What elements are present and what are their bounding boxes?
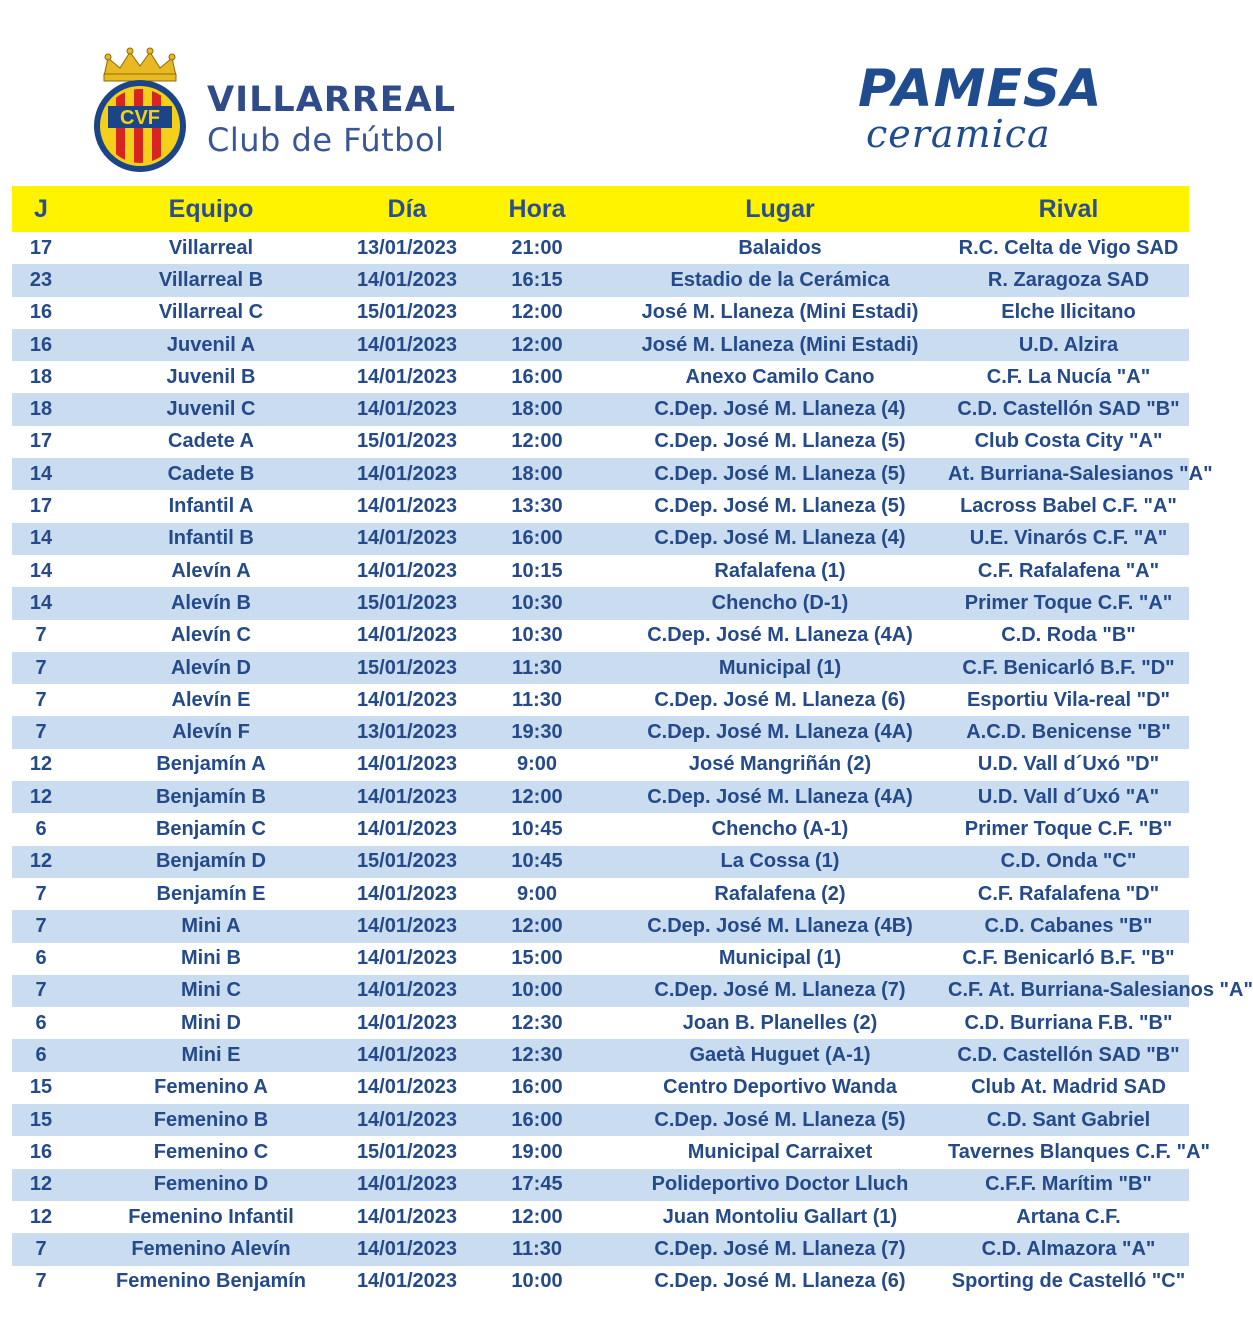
date-cell: 14/01/2023	[352, 1169, 462, 1201]
table-row	[12, 846, 1189, 878]
crest-text: CVF	[120, 107, 160, 129]
jornada-cell: 6	[12, 943, 70, 975]
time-cell: 16:00	[462, 523, 612, 555]
jornada-cell: 7	[12, 910, 70, 942]
venue-cell: Rafalafena (1)	[612, 555, 948, 587]
date-cell: 14/01/2023	[352, 684, 462, 716]
rival-cell: R. Zaragoza SAD	[948, 264, 1189, 296]
venue-cell: C.Dep. José M. Llaneza (4)	[612, 393, 948, 425]
match-schedule-table	[12, 186, 1253, 1298]
date-cell: 15/01/2023	[352, 297, 462, 329]
jornada-cell: 12	[12, 846, 70, 878]
rival-cell: A.C.D. Benicense "B"	[948, 716, 1189, 748]
table-row	[12, 458, 1189, 490]
table-row	[12, 878, 1189, 910]
date-cell: 14/01/2023	[352, 393, 462, 425]
jornada-cell: 7	[12, 620, 70, 652]
club-subtitle: Club de Fútbol	[207, 121, 445, 159]
team-cell: Cadete A	[70, 426, 352, 458]
header-cell: Lugar	[612, 186, 948, 232]
jornada-cell: 6	[12, 1039, 70, 1071]
table-row	[12, 620, 1189, 652]
time-cell: 10:30	[462, 620, 612, 652]
team-cell: Alevín F	[70, 716, 352, 748]
jornada-cell: 6	[12, 1007, 70, 1039]
table-row	[12, 975, 1189, 1007]
date-cell: 14/01/2023	[352, 1007, 462, 1039]
time-cell: 18:00	[462, 458, 612, 490]
date-cell: 14/01/2023	[352, 264, 462, 296]
venue-cell: Chencho (A-1)	[612, 813, 948, 845]
jornada-cell: 14	[12, 458, 70, 490]
table-row	[12, 1136, 1189, 1168]
team-cell: Femenino C	[70, 1136, 352, 1168]
time-cell: 18:00	[462, 393, 612, 425]
date-cell: 15/01/2023	[352, 587, 462, 619]
table-row	[12, 1104, 1189, 1136]
jornada-cell: 16	[12, 329, 70, 361]
team-cell: Mini E	[70, 1039, 352, 1071]
jornada-cell: 14	[12, 555, 70, 587]
venue-cell: C.Dep. José M. Llaneza (4B)	[612, 910, 948, 942]
rival-cell: Elche Ilicitano	[948, 297, 1189, 329]
time-cell: 12:30	[462, 1007, 612, 1039]
time-cell: 10:00	[462, 975, 612, 1007]
team-cell: Mini D	[70, 1007, 352, 1039]
venue-cell: C.Dep. José M. Llaneza (6)	[612, 1266, 948, 1298]
table-row	[12, 426, 1189, 458]
venue-cell: Municipal (1)	[612, 943, 948, 975]
venue-cell: C.Dep. José M. Llaneza (7)	[612, 975, 948, 1007]
time-cell: 19:30	[462, 716, 612, 748]
jornada-cell: 14	[12, 587, 70, 619]
jornada-cell: 17	[12, 490, 70, 522]
header-cell: Rival	[948, 186, 1189, 232]
date-cell: 14/01/2023	[352, 620, 462, 652]
team-cell: Villarreal	[70, 232, 352, 264]
table-row	[12, 1039, 1189, 1071]
rival-cell: C.D. Burriana F.B. "B"	[948, 1007, 1189, 1039]
rival-cell: Primer Toque C.F. "B"	[948, 813, 1189, 845]
date-cell: 14/01/2023	[352, 555, 462, 587]
rival-cell: Primer Toque C.F. "A"	[948, 587, 1189, 619]
team-cell: Femenino A	[70, 1072, 352, 1104]
team-cell: Femenino Benjamín	[70, 1266, 352, 1298]
time-cell: 10:15	[462, 555, 612, 587]
team-cell: Alevín D	[70, 652, 352, 684]
jornada-cell: 16	[12, 297, 70, 329]
time-cell: 21:00	[462, 232, 612, 264]
time-cell: 12:30	[462, 1039, 612, 1071]
table-row	[12, 652, 1189, 684]
date-cell: 14/01/2023	[352, 781, 462, 813]
date-cell: 15/01/2023	[352, 1136, 462, 1168]
time-cell: 15:00	[462, 943, 612, 975]
table-row	[12, 264, 1189, 296]
table-row	[12, 329, 1189, 361]
rival-cell: R.C. Celta de Vigo SAD	[948, 232, 1189, 264]
time-cell: 12:00	[462, 426, 612, 458]
venue-cell: C.Dep. José M. Llaneza (4A)	[612, 716, 948, 748]
jornada-cell: 18	[12, 393, 70, 425]
sponsor-logo-name: PAMESA	[858, 59, 1103, 119]
rival-cell: U.D. Alzira	[948, 329, 1189, 361]
jornada-cell: 18	[12, 361, 70, 393]
date-cell: 14/01/2023	[352, 1104, 462, 1136]
table-row	[12, 910, 1189, 942]
header-cell: Día	[352, 186, 462, 232]
venue-cell: C.Dep. José M. Llaneza (5)	[612, 1104, 948, 1136]
venue-cell: La Cossa (1)	[612, 846, 948, 878]
team-cell: Juvenil A	[70, 329, 352, 361]
venue-cell: C.Dep. José M. Llaneza (7)	[612, 1233, 948, 1265]
time-cell: 12:00	[462, 329, 612, 361]
venue-cell: Anexo Camilo Cano	[612, 361, 948, 393]
date-cell: 14/01/2023	[352, 1039, 462, 1071]
venue-cell: José M. Llaneza (Mini Estadi)	[612, 297, 948, 329]
table-row	[12, 1233, 1189, 1265]
date-cell: 14/01/2023	[352, 749, 462, 781]
date-cell: 15/01/2023	[352, 652, 462, 684]
rival-cell: C.F. Benicarló B.F. "B"	[948, 943, 1189, 975]
venue-cell: Polideportivo Doctor Lluch	[612, 1169, 948, 1201]
jornada-cell: 7	[12, 975, 70, 1007]
team-cell: Cadete B	[70, 458, 352, 490]
jornada-cell: 23	[12, 264, 70, 296]
venue-cell: C.Dep. José M. Llaneza (5)	[612, 426, 948, 458]
jornada-cell: 17	[12, 232, 70, 264]
time-cell: 11:30	[462, 1233, 612, 1265]
jornada-cell: 17	[12, 426, 70, 458]
jornada-cell: 12	[12, 1169, 70, 1201]
date-cell: 14/01/2023	[352, 813, 462, 845]
date-cell: 14/01/2023	[352, 1233, 462, 1265]
date-cell: 15/01/2023	[352, 846, 462, 878]
table-row	[12, 813, 1189, 845]
jornada-cell: 12	[12, 749, 70, 781]
table-header-row	[12, 186, 1189, 232]
date-cell: 14/01/2023	[352, 1201, 462, 1233]
time-cell: 12:00	[462, 781, 612, 813]
time-cell: 17:45	[462, 1169, 612, 1201]
table-row	[12, 1169, 1189, 1201]
jornada-cell: 15	[12, 1104, 70, 1136]
time-cell: 11:30	[462, 652, 612, 684]
table-row	[12, 1201, 1189, 1233]
rival-cell: Lacross Babel C.F. "A"	[948, 490, 1189, 522]
jornada-cell: 14	[12, 523, 70, 555]
jornada-cell: 16	[12, 1136, 70, 1168]
jornada-cell: 7	[12, 878, 70, 910]
table-row	[12, 716, 1189, 748]
date-cell: 14/01/2023	[352, 523, 462, 555]
villarreal-crest-icon	[86, 46, 194, 174]
venue-cell: Municipal Carraixet	[612, 1136, 948, 1168]
team-cell: Benjamín D	[70, 846, 352, 878]
team-cell: Juvenil C	[70, 393, 352, 425]
team-cell: Villarreal B	[70, 264, 352, 296]
team-cell: Infantil A	[70, 490, 352, 522]
rival-cell: C.D. Cabanes "B"	[948, 910, 1189, 942]
venue-cell: Joan B. Planelles (2)	[612, 1007, 948, 1039]
team-cell: Alevín A	[70, 555, 352, 587]
venue-cell: Municipal (1)	[612, 652, 948, 684]
time-cell: 12:00	[462, 910, 612, 942]
time-cell: 10:00	[462, 1266, 612, 1298]
date-cell: 14/01/2023	[352, 943, 462, 975]
table-row	[12, 749, 1189, 781]
table-row	[12, 587, 1189, 619]
date-cell: 14/01/2023	[352, 878, 462, 910]
team-cell: Alevín B	[70, 587, 352, 619]
rival-cell: C.D. Roda "B"	[948, 620, 1189, 652]
team-cell: Mini C	[70, 975, 352, 1007]
rival-cell: Sporting de Castelló "C"	[948, 1266, 1189, 1298]
team-cell: Benjamín B	[70, 781, 352, 813]
team-cell: Femenino Infantil	[70, 1201, 352, 1233]
date-cell: 14/01/2023	[352, 1072, 462, 1104]
time-cell: 11:30	[462, 684, 612, 716]
venue-cell: José Mangriñán (2)	[612, 749, 948, 781]
team-cell: Villarreal C	[70, 297, 352, 329]
venue-cell: José M. Llaneza (Mini Estadi)	[612, 329, 948, 361]
team-cell: Infantil B	[70, 523, 352, 555]
jornada-cell: 7	[12, 716, 70, 748]
rival-cell: C.D. Sant Gabriel	[948, 1104, 1189, 1136]
rival-cell: C.F. Rafalafena "D"	[948, 878, 1189, 910]
date-cell: 14/01/2023	[352, 458, 462, 490]
venue-cell: Rafalafena (2)	[612, 878, 948, 910]
time-cell: 10:30	[462, 587, 612, 619]
table-row	[12, 523, 1189, 555]
time-cell: 10:45	[462, 846, 612, 878]
time-cell: 16:00	[462, 1104, 612, 1136]
time-cell: 12:00	[462, 297, 612, 329]
table-row	[12, 1007, 1189, 1039]
venue-cell: Balaidos	[612, 232, 948, 264]
rival-cell: C.D. Castellón SAD "B"	[948, 1039, 1189, 1071]
rival-cell: U.D. Vall d´Uxó "D"	[948, 749, 1189, 781]
time-cell: 19:00	[462, 1136, 612, 1168]
header-cell: Equipo	[70, 186, 352, 232]
date-cell: 13/01/2023	[352, 232, 462, 264]
table-row	[12, 1072, 1189, 1104]
venue-cell: C.Dep. José M. Llaneza (6)	[612, 684, 948, 716]
table-row	[12, 684, 1189, 716]
team-cell: Femenino Alevín	[70, 1233, 352, 1265]
header-cell: Hora	[462, 186, 612, 232]
jornada-cell: 6	[12, 813, 70, 845]
date-cell: 14/01/2023	[352, 910, 462, 942]
venue-cell: C.Dep. José M. Llaneza (4A)	[612, 620, 948, 652]
rival-cell: C.F. La Nucía "A"	[948, 361, 1189, 393]
team-cell: Benjamín C	[70, 813, 352, 845]
rival-cell: Tavernes Blanques C.F. "A"	[948, 1136, 1189, 1168]
date-cell: 15/01/2023	[352, 426, 462, 458]
team-cell: Benjamín E	[70, 878, 352, 910]
venue-cell: C.Dep. José M. Llaneza (5)	[612, 490, 948, 522]
jornada-cell: 7	[12, 684, 70, 716]
table-row	[12, 361, 1189, 393]
time-cell: 13:30	[462, 490, 612, 522]
team-cell: Mini A	[70, 910, 352, 942]
rival-cell: C.D. Almazora "A"	[948, 1233, 1189, 1265]
jornada-cell: 12	[12, 781, 70, 813]
team-cell: Femenino B	[70, 1104, 352, 1136]
team-cell: Mini B	[70, 943, 352, 975]
date-cell: 14/01/2023	[352, 1266, 462, 1298]
page-header	[0, 0, 1200, 186]
venue-cell: Gaetà Huguet (A-1)	[612, 1039, 948, 1071]
time-cell: 16:00	[462, 361, 612, 393]
table-row	[12, 781, 1189, 813]
rival-cell: C.F. Benicarló B.F. "D"	[948, 652, 1189, 684]
table-row	[12, 1266, 1189, 1298]
rival-cell: C.D. Onda "C"	[948, 846, 1189, 878]
venue-cell: Juan Montoliu Gallart (1)	[612, 1201, 948, 1233]
date-cell: 14/01/2023	[352, 329, 462, 361]
team-cell: Femenino D	[70, 1169, 352, 1201]
jornada-cell: 7	[12, 1233, 70, 1265]
jornada-cell: 12	[12, 1201, 70, 1233]
venue-cell: C.Dep. José M. Llaneza (5)	[612, 458, 948, 490]
table-row	[12, 297, 1189, 329]
team-cell: Benjamín A	[70, 749, 352, 781]
date-cell: 14/01/2023	[352, 975, 462, 1007]
sponsor-logo-subtitle: ceramica	[866, 112, 1051, 156]
venue-cell: Centro Deportivo Wanda	[612, 1072, 948, 1104]
venue-cell: C.Dep. José M. Llaneza (4)	[612, 523, 948, 555]
table-row	[12, 943, 1189, 975]
team-cell: Alevín C	[70, 620, 352, 652]
rival-cell: C.D. Castellón SAD "B"	[948, 393, 1189, 425]
venue-cell: Chencho (D-1)	[612, 587, 948, 619]
table-row	[12, 232, 1189, 264]
rival-cell: Club At. Madrid SAD	[948, 1072, 1189, 1104]
rival-cell: Esportiu Vila-real "D"	[948, 684, 1189, 716]
table-row	[12, 490, 1189, 522]
date-cell: 14/01/2023	[352, 490, 462, 522]
time-cell: 9:00	[462, 749, 612, 781]
rival-cell: Artana C.F.	[948, 1201, 1189, 1233]
team-cell: Juvenil B	[70, 361, 352, 393]
time-cell: 16:15	[462, 264, 612, 296]
time-cell: 16:00	[462, 1072, 612, 1104]
time-cell: 12:00	[462, 1201, 612, 1233]
club-name: VILLARREAL	[207, 80, 457, 120]
time-cell: 10:45	[462, 813, 612, 845]
jornada-cell: 7	[12, 652, 70, 684]
rival-cell: C.F. At. Burriana-Salesianos "A"	[948, 975, 1189, 1007]
date-cell: 14/01/2023	[352, 361, 462, 393]
rival-cell: U.E. Vinarós C.F. "A"	[948, 523, 1189, 555]
rival-cell: Club Costa City "A"	[948, 426, 1189, 458]
venue-cell: C.Dep. José M. Llaneza (4A)	[612, 781, 948, 813]
rival-cell: C.F. Rafalafena "A"	[948, 555, 1189, 587]
jornada-cell: 15	[12, 1072, 70, 1104]
header-cell: J	[12, 186, 70, 232]
rival-cell: U.D. Vall d´Uxó "A"	[948, 781, 1189, 813]
team-cell: Alevín E	[70, 684, 352, 716]
time-cell: 9:00	[462, 878, 612, 910]
rival-cell: At. Burriana-Salesianos "A"	[948, 458, 1189, 490]
table-row	[12, 393, 1189, 425]
table-row	[12, 555, 1189, 587]
venue-cell: Estadio de la Cerámica	[612, 264, 948, 296]
jornada-cell: 7	[12, 1266, 70, 1298]
table-body	[12, 232, 1253, 1298]
rival-cell: C.F.F. Marítim "B"	[948, 1169, 1189, 1201]
date-cell: 13/01/2023	[352, 716, 462, 748]
